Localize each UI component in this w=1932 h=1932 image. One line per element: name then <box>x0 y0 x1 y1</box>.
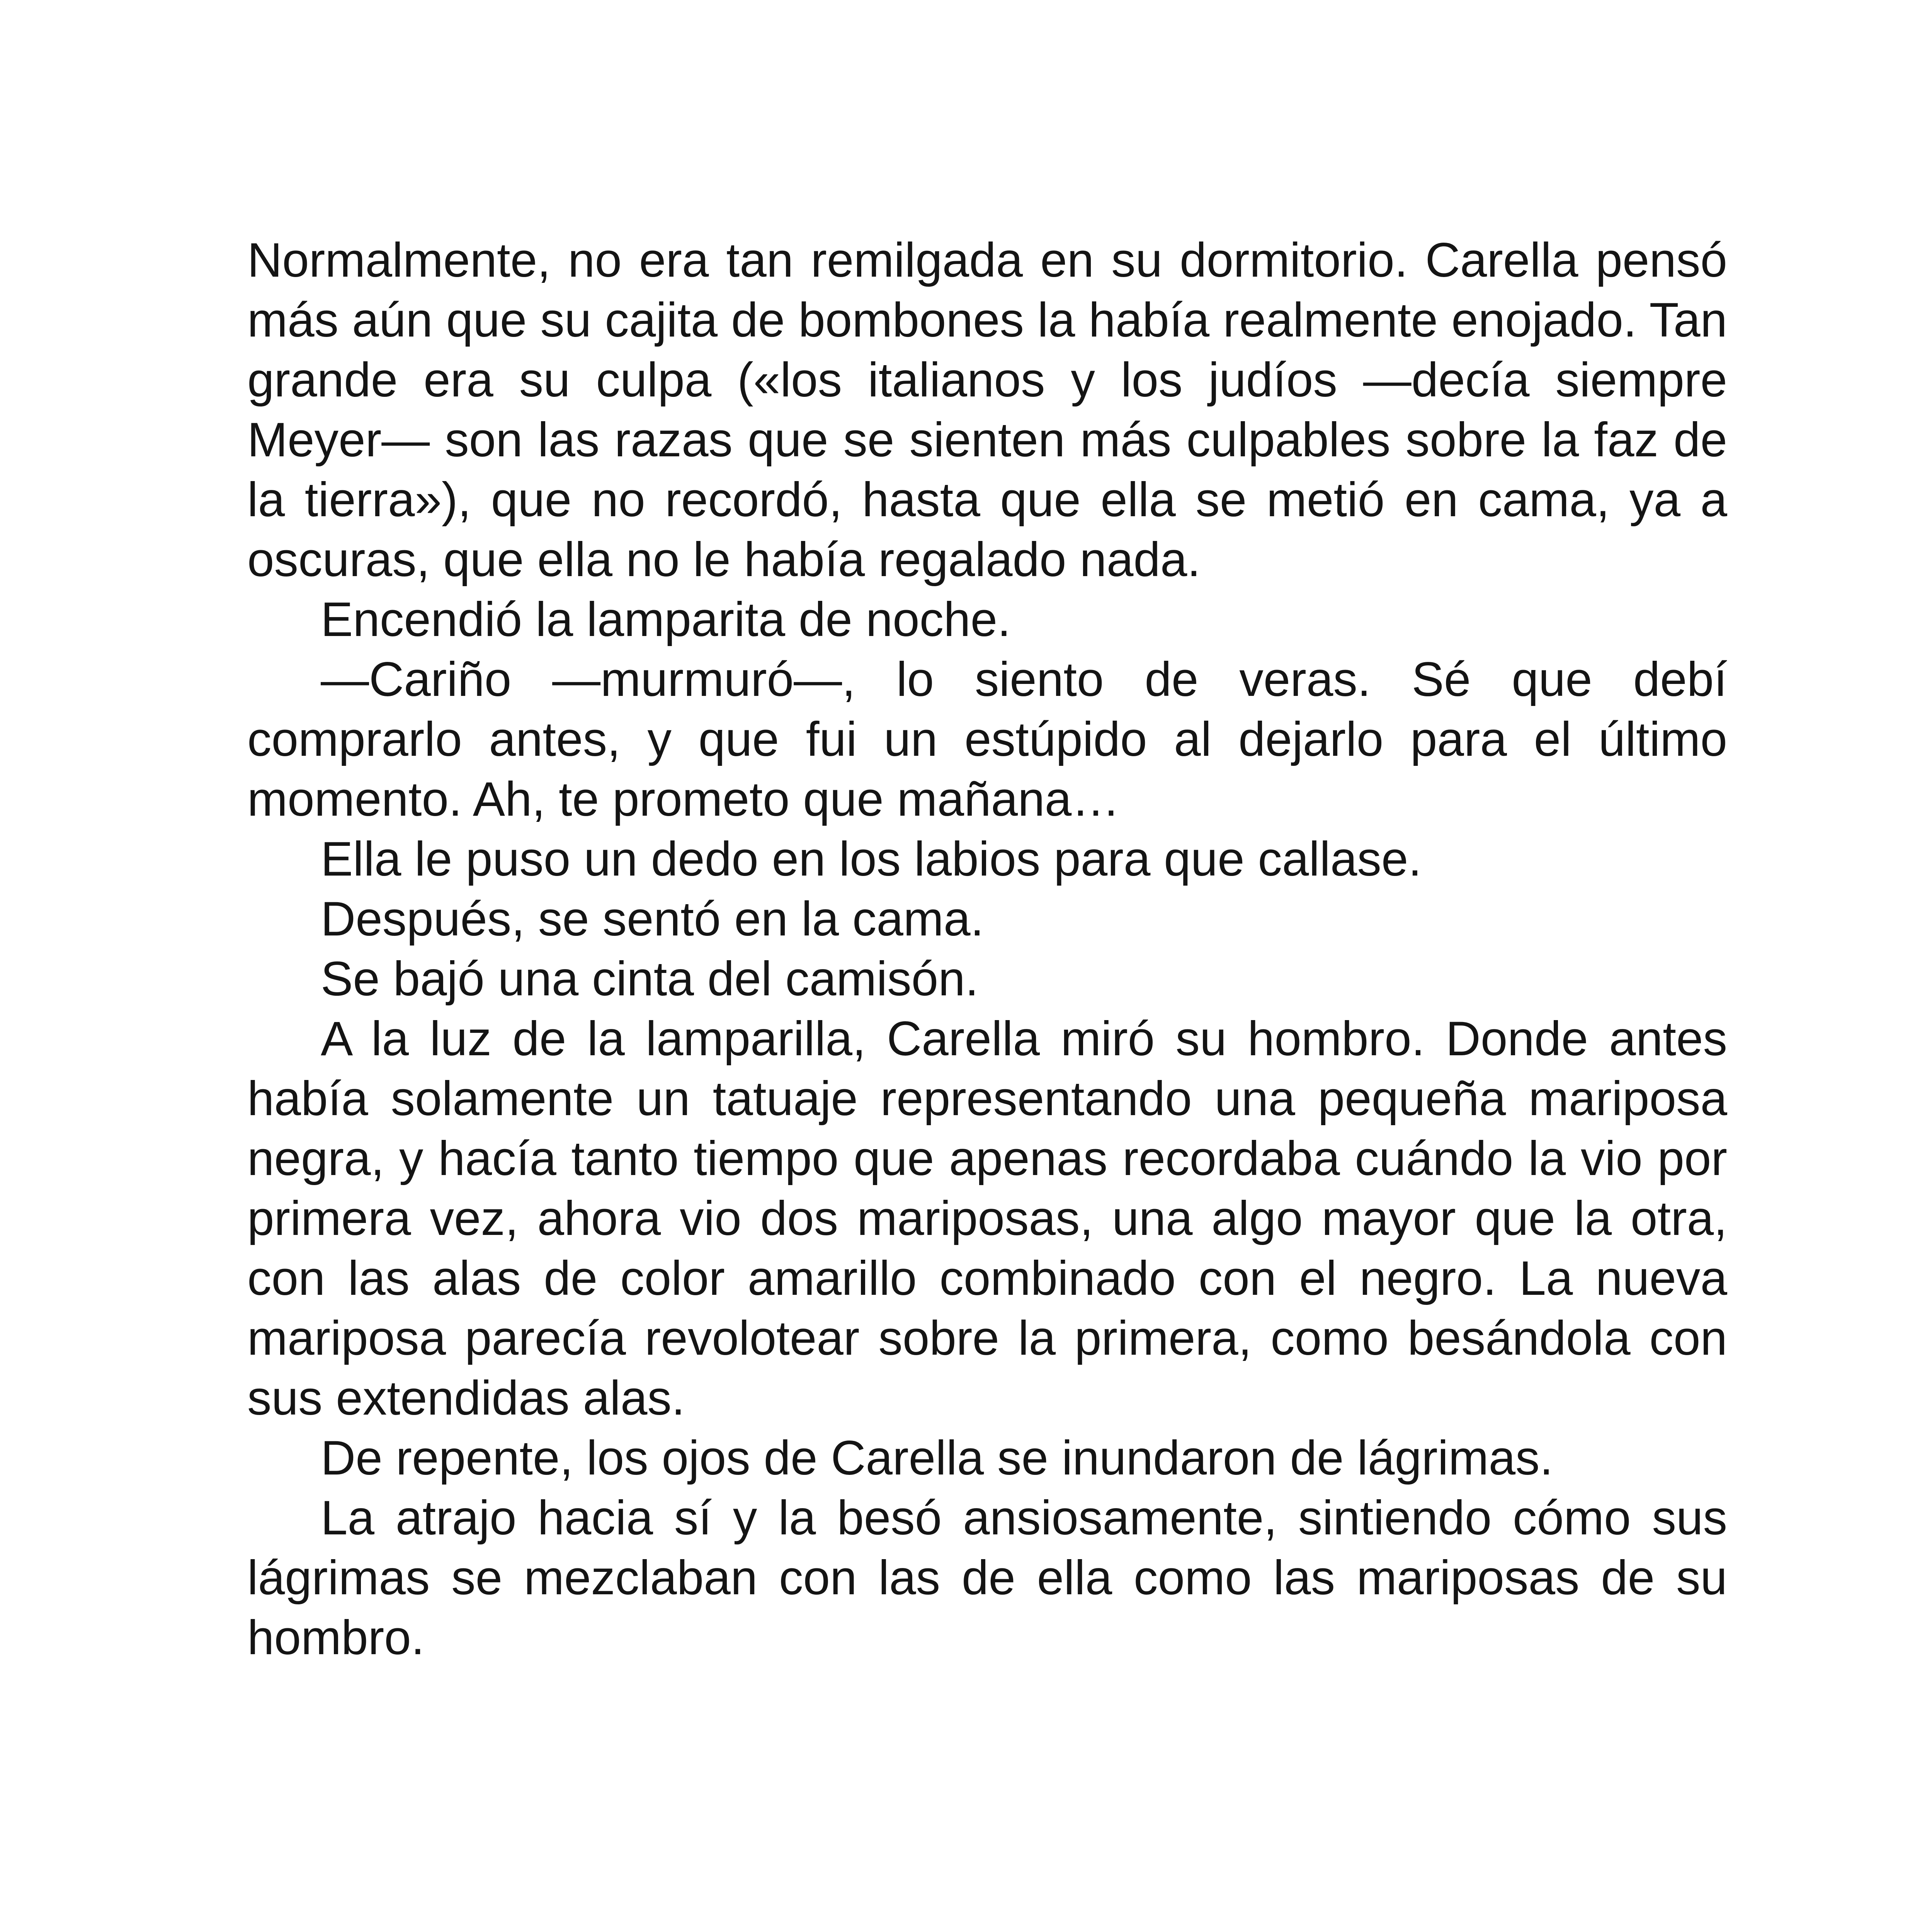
body-text <box>247 230 1727 1668</box>
paragraph: Encendió la lamparita de noche. <box>321 593 1011 646</box>
paragraph: Se bajó una cinta del camisón. <box>321 952 979 1006</box>
paragraph: Ella le puso un dedo en los labios para que callase. <box>321 832 1422 886</box>
paragraph: A la luz de la lamparilla, Carella miró su hombro. Donde antes había solamente un tatuaje representando una pequeña mariposa negra, y hacía tanto tiempo que apenas recordaba cuándo la vio por primera vez, ahora vio dos mariposas, una algo mayor que la otra, con las alas de color amarillo combinado con el negro. La nueva mariposa parecía revolotear sobre la primera, como besándola con sus extendidas alas. <box>247 1012 1727 1425</box>
paragraph: Normalmente, no era tan remilgada en su dormitorio. Carella pensó más aún que su cajita de bombones la había realmente enojado. Tan grande era su culpa («los italianos y los judíos —decía siempre Meyer— son las razas que se sienten más culpables sobre la faz de la tierra»), que no recordó, hasta que ella se metió en cama, ya a oscuras, que ella no le había regalado nada. <box>247 233 1727 587</box>
paragraph: La atrajo hacia sí y la besó ansiosamente, sintiendo cómo sus lágrimas se mezclaban con las de ella como las mariposas de su hombro. <box>247 1491 1727 1665</box>
paragraph: De repente, los ojos de Carella se inundaron de lágrimas. <box>321 1431 1553 1485</box>
paragraph: —Cariño —murmuró—, lo siento de veras. Sé que debí comprarlo antes, y que fui un estúpido al dejarlo para el último momento. Ah, te prometo que mañana… <box>247 653 1727 826</box>
paragraph: Después, se sentó en la cama. <box>321 892 984 946</box>
